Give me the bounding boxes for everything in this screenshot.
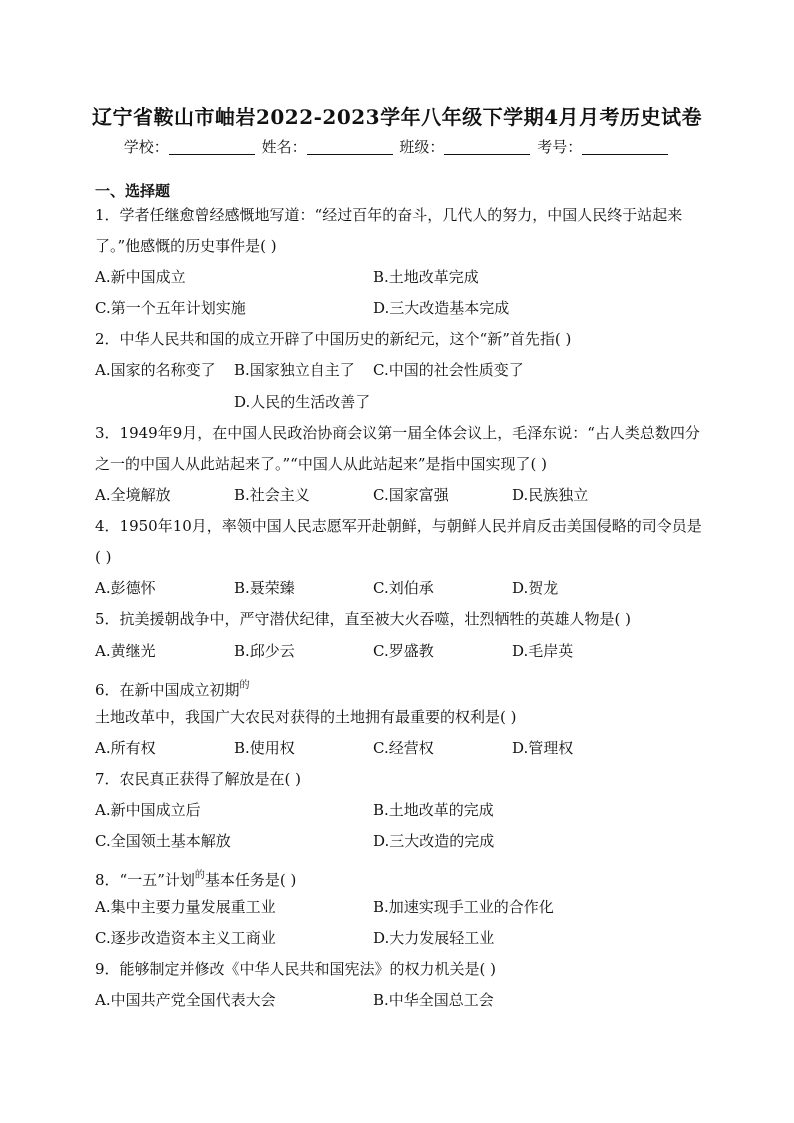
option-a[interactable]: A.所有权: [95, 739, 156, 757]
option-a[interactable]: A.集中主要力量发展重工业: [95, 898, 276, 916]
option-a[interactable]: A.国家的名称变了: [95, 361, 216, 379]
question-5-stem: 5．抗美援朝战争中，严守潜伏纪律，直至被大火吞噬，壮烈牺牲的英雄人物是( ): [95, 610, 632, 628]
question-3-stem: 3．1949年9月，在中国人民政治协商会议第一届全体会议上，毛泽东说：“占人类总数四分之一的中国人从此站起来了。”“中国人从此站起来”是指中国实现了( ): [95, 424, 700, 473]
question-9-stem: 9．能够制定并修改《中华人民共和国宪法》的权力机关是( ): [95, 960, 497, 978]
question-2-stem: 2．中华人民共和国的成立开辟了中国历史的新纪元，这个“新”首先指( ): [95, 330, 572, 348]
option-d[interactable]: D.贺龙: [512, 579, 559, 597]
option-d[interactable]: D.民族独立: [512, 486, 589, 504]
option-b[interactable]: B.邱少云: [234, 642, 295, 660]
option-a[interactable]: A.新中国成立: [95, 268, 186, 286]
option-a[interactable]: A.黄继光: [95, 642, 156, 660]
option-b[interactable]: B.加速实现手工业的合作化: [373, 898, 554, 916]
section-heading: 一、选择题: [95, 182, 171, 200]
option-d[interactable]: D.大力发展轻工业: [373, 929, 495, 947]
option-d[interactable]: D.三大改造基本完成: [373, 299, 510, 317]
exam-number-blank[interactable]: [582, 140, 668, 155]
student-info-line: [0, 136, 794, 157]
name-label: 姓名：: [261, 138, 307, 156]
question-8-stem-superscript: 的: [194, 870, 205, 881]
option-c[interactable]: C.逐步改造资本主义工商业: [95, 929, 276, 947]
option-b[interactable]: B.社会主义: [234, 486, 310, 504]
question-8-stem-a: 8．“一五”计划: [95, 871, 195, 889]
option-c[interactable]: C.全国领土基本解放: [95, 832, 231, 850]
option-d[interactable]: D.人民的生活改善了: [234, 393, 371, 411]
option-d[interactable]: D.毛岸英: [512, 642, 574, 660]
option-c[interactable]: C.第一个五年计划实施: [95, 299, 246, 317]
option-c[interactable]: C.罗盛教: [373, 642, 434, 660]
option-c[interactable]: C.国家富强: [373, 486, 449, 504]
option-c[interactable]: C.中国的社会性质变了: [373, 361, 524, 379]
option-b[interactable]: B.中华全国总工会: [373, 991, 494, 1009]
option-a[interactable]: A.中国共产党全国代表大会: [95, 991, 276, 1009]
option-a[interactable]: A.新中国成立后: [95, 801, 201, 819]
option-b[interactable]: B.聂荣臻: [234, 579, 295, 597]
option-b[interactable]: B.土地改革的完成: [373, 801, 494, 819]
option-a[interactable]: A.彭德怀: [95, 579, 156, 597]
question-6-stem-line-2: 土地改革中，我国广大农民对获得的土地拥有最重要的权利是( ): [95, 708, 517, 726]
question-6-stem-line-1: [95, 676, 250, 699]
class-label: 班级：: [399, 138, 445, 156]
option-c[interactable]: C.刘伯承: [373, 579, 434, 597]
exam-number-label: 考号：: [537, 138, 583, 156]
option-d[interactable]: D.三大改造的完成: [373, 832, 495, 850]
school-label: 学校：: [123, 138, 169, 156]
exam-title: 辽宁省鞍山市岫岩2022-2023学年八年级下学期4月月考历史试卷: [91, 105, 703, 129]
question-8-stem-b: 基本任务是( ): [204, 871, 297, 889]
option-b[interactable]: B.土地改革完成: [373, 268, 479, 286]
question-4-stem: 4．1950年10月，率领中国人民志愿军开赴朝鲜，与朝鲜人民并肩反击美国侵略的司令员是( ): [95, 517, 702, 566]
question-7-stem: 7．农民真正获得了解放是在( ): [95, 770, 302, 788]
option-d[interactable]: D.管理权: [512, 739, 574, 757]
option-c[interactable]: C.经营权: [373, 739, 434, 757]
class-blank[interactable]: [444, 140, 530, 155]
school-blank[interactable]: [169, 140, 255, 155]
name-blank[interactable]: [307, 140, 393, 155]
question-1-stem: 1．学者任继愈曾经感慨地写道：“经过百年的奋斗，几代人的努力，中国人民终于站起来了。”他感慨的历史事件是( ): [95, 206, 683, 255]
question-6-stem-superscript: 的: [239, 680, 250, 691]
option-b[interactable]: B.使用权: [234, 739, 295, 757]
option-b[interactable]: B.国家独立自主了: [234, 361, 355, 379]
question-6-stem-a: 6．在新中国成立初期: [95, 681, 240, 699]
option-a[interactable]: A.全境解放: [95, 486, 171, 504]
question-8-stem: [95, 866, 297, 889]
